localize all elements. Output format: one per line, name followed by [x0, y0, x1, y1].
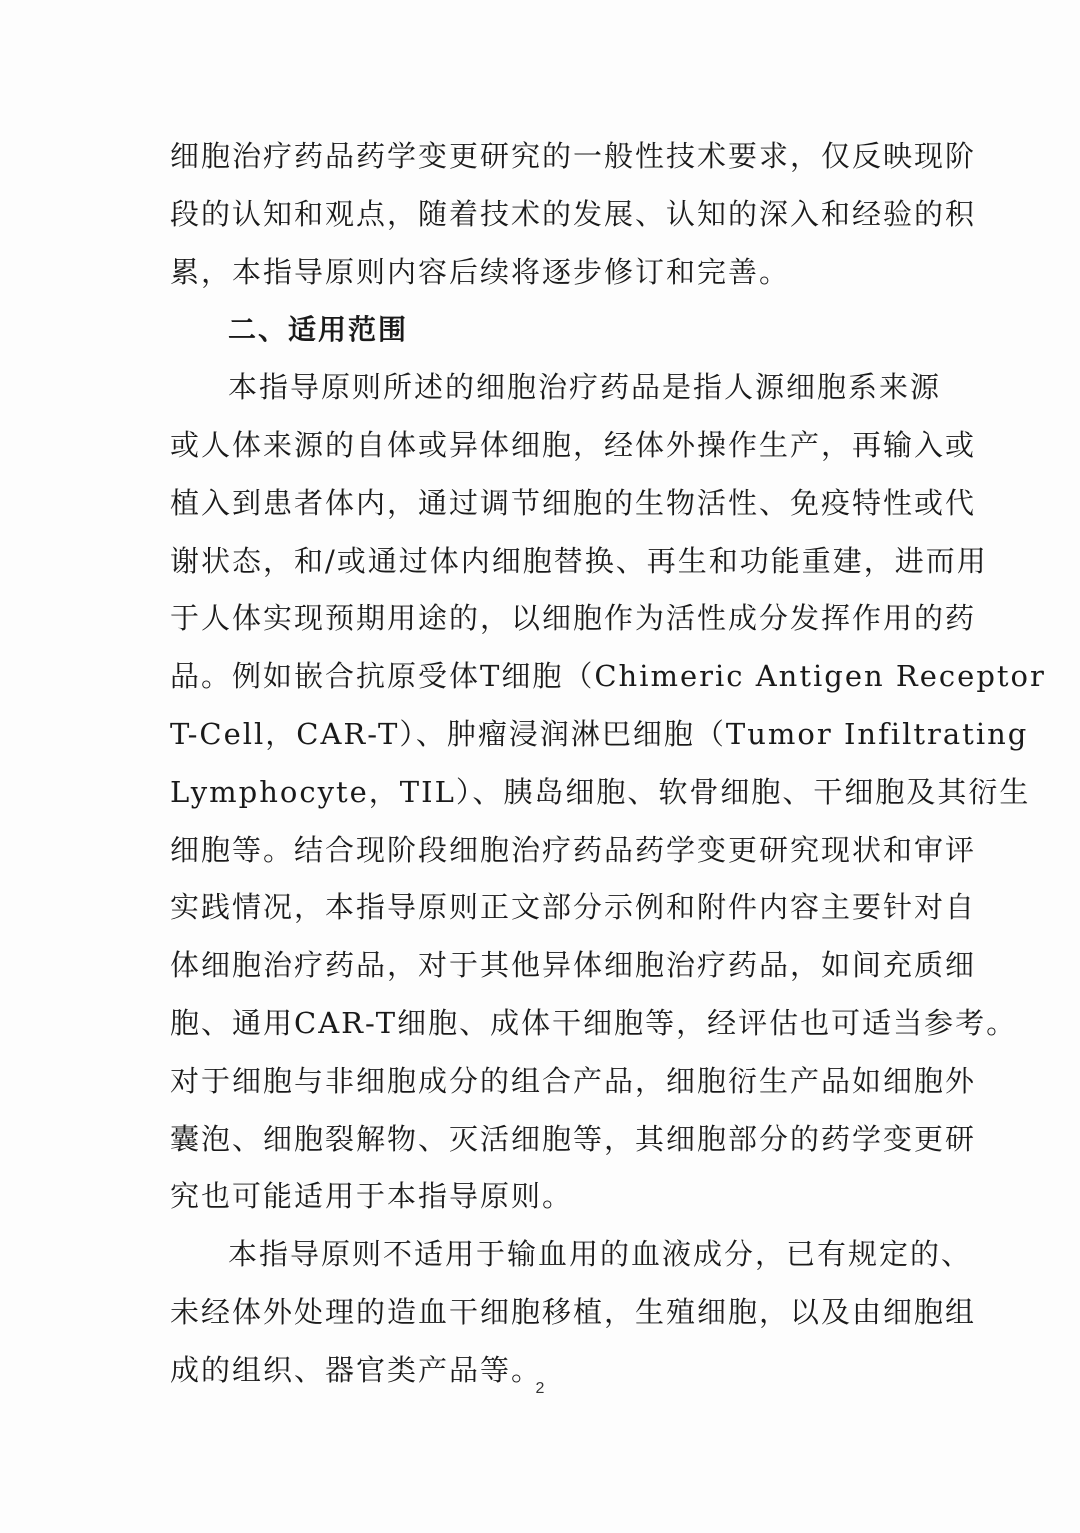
paragraph-line: 囊泡、细胞裂解物、灭活细胞等，其细胞部分的药学变更研 [170, 1121, 977, 1156]
paragraph-line: 实践情况，本指导原则正文部分示例和附件内容主要针对自 [170, 890, 977, 925]
paragraph-line: 未经体外处理的造血干细胞移植，生殖细胞，以及由细胞组 [170, 1294, 977, 1329]
document-body [170, 128, 1046, 1400]
paragraph-line: 本指导原则所述的细胞治疗药品是指人源细胞系来源 [228, 370, 942, 405]
page-number: 2 [535, 1380, 545, 1397]
paragraph-line: 于人体实现预期用途的，以细胞作为活性成分发挥作用的药 [170, 601, 977, 636]
paragraph-line: 或人体来源的自体或异体细胞，经体外操作生产，再输入或 [170, 427, 977, 462]
section-heading: 二、适用范围 [228, 313, 409, 347]
paragraph-line: 体细胞治疗药品，对于其他异体细胞治疗药品，如间充质细 [170, 948, 977, 983]
paragraph-line: 累，本指导原则内容后续将逐步修订和完善。 [170, 254, 791, 289]
paragraph-line: 植入到患者体内，通过调节细胞的生物活性、免疫特性或代 [170, 485, 977, 520]
paragraph-line: 细胞等。结合现阶段细胞治疗药品药学变更研究现状和审评 [170, 832, 977, 867]
paragraph-line: 究也可能适用于本指导原则。 [170, 1179, 574, 1214]
paragraph-line: 品。例如嵌合抗原受体T细胞（Chimeric Antigen Receptor [170, 659, 1046, 694]
paragraph-line: 谢状态，和/或通过体内细胞替换、再生和功能重建，进而用 [170, 543, 988, 578]
paragraph-line: T-Cell，CAR-T）、肿瘤浸润淋巴细胞（Tumor Infiltrating [170, 716, 1029, 751]
paragraph-line: 本指导原则不适用于输血用的血液成分，已有规定的、 [228, 1237, 973, 1272]
paragraph-line: 段的认知和观点，随着技术的发展、认知的深入和经验的积 [170, 196, 977, 231]
paragraph-line: 细胞治疗药品药学变更研究的一般性技术要求，仅反映现阶 [170, 139, 977, 173]
paragraph-line: 对于细胞与非细胞成分的组合产品，细胞衍生产品如细胞外 [170, 1063, 977, 1098]
paragraph-line: 胞、通用CAR-T细胞、成体干细胞等，经评估也可适当参考。 [170, 1005, 1018, 1040]
paragraph-line: Lymphocyte，TIL）、胰岛细胞、软骨细胞、干细胞及其衍生 [170, 774, 1031, 809]
paragraph-line: 成的组织、器官类产品等。 [170, 1352, 543, 1387]
